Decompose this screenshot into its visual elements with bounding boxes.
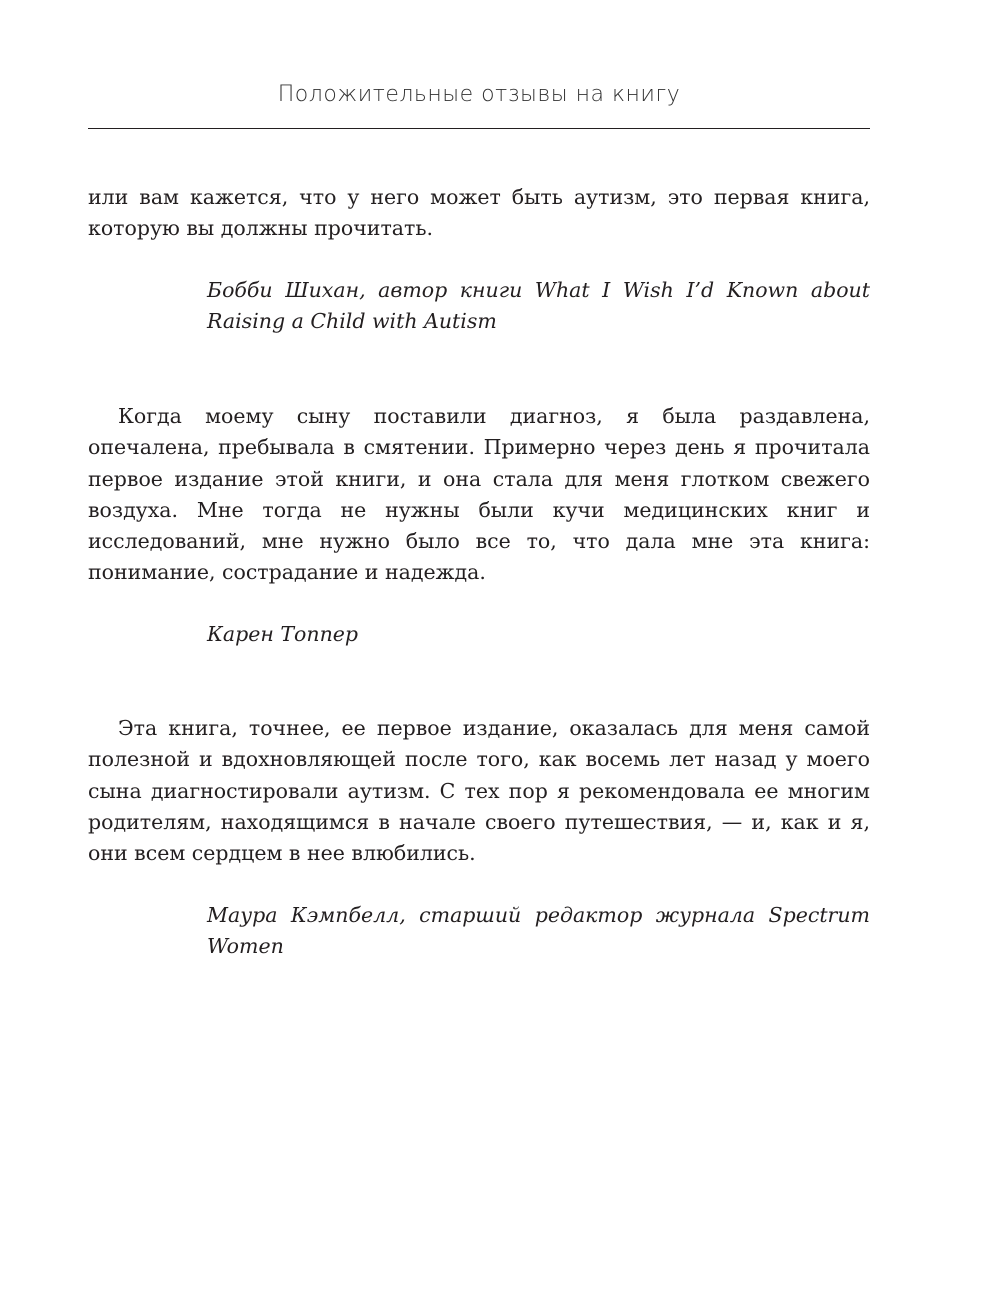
review-2-text: Когда моему сыну поставили диагноз, я была раздавлена, опечалена, пребывала в смятении. Примерно через день я прочитала первое издание этой книги, и она стала для меня глотком свежего воздуха. Мне тогда не нужны были кучи медицинских книг и исследований, мне нужно было все то, что дала мне эта книга: понимание, сострадание и надежда. [88,404,870,585]
review-3-author: Маура Кэмпбелл, старший редактор журнала Spectrum Women [207,903,870,959]
running-head: Положительные отзывы на книгу [277,82,681,107]
header-rule [88,128,870,129]
review-3-text: Эта книга, точнее, ее первое издание, оказалась для меня самой полезной и вдохновляющей после того, как восемь лет назад у моего сына диагностировали аутизм. С тех пор я рекомендовала ее многим родителям, находящимся в начале своего путешествия, — и, как и я, они всем сердцем в нее влюбились. [88,716,870,866]
review-1-text: или вам кажется, что у него может быть аутизм, это первая книга, которую вы должны прочитать. [88,185,870,241]
review-1-author: Бобби Шихан, автор книги What I Wish I’d Known about Raising a Child with Autism [207,278,870,334]
review-2-author: Карен Топпер [207,622,359,646]
